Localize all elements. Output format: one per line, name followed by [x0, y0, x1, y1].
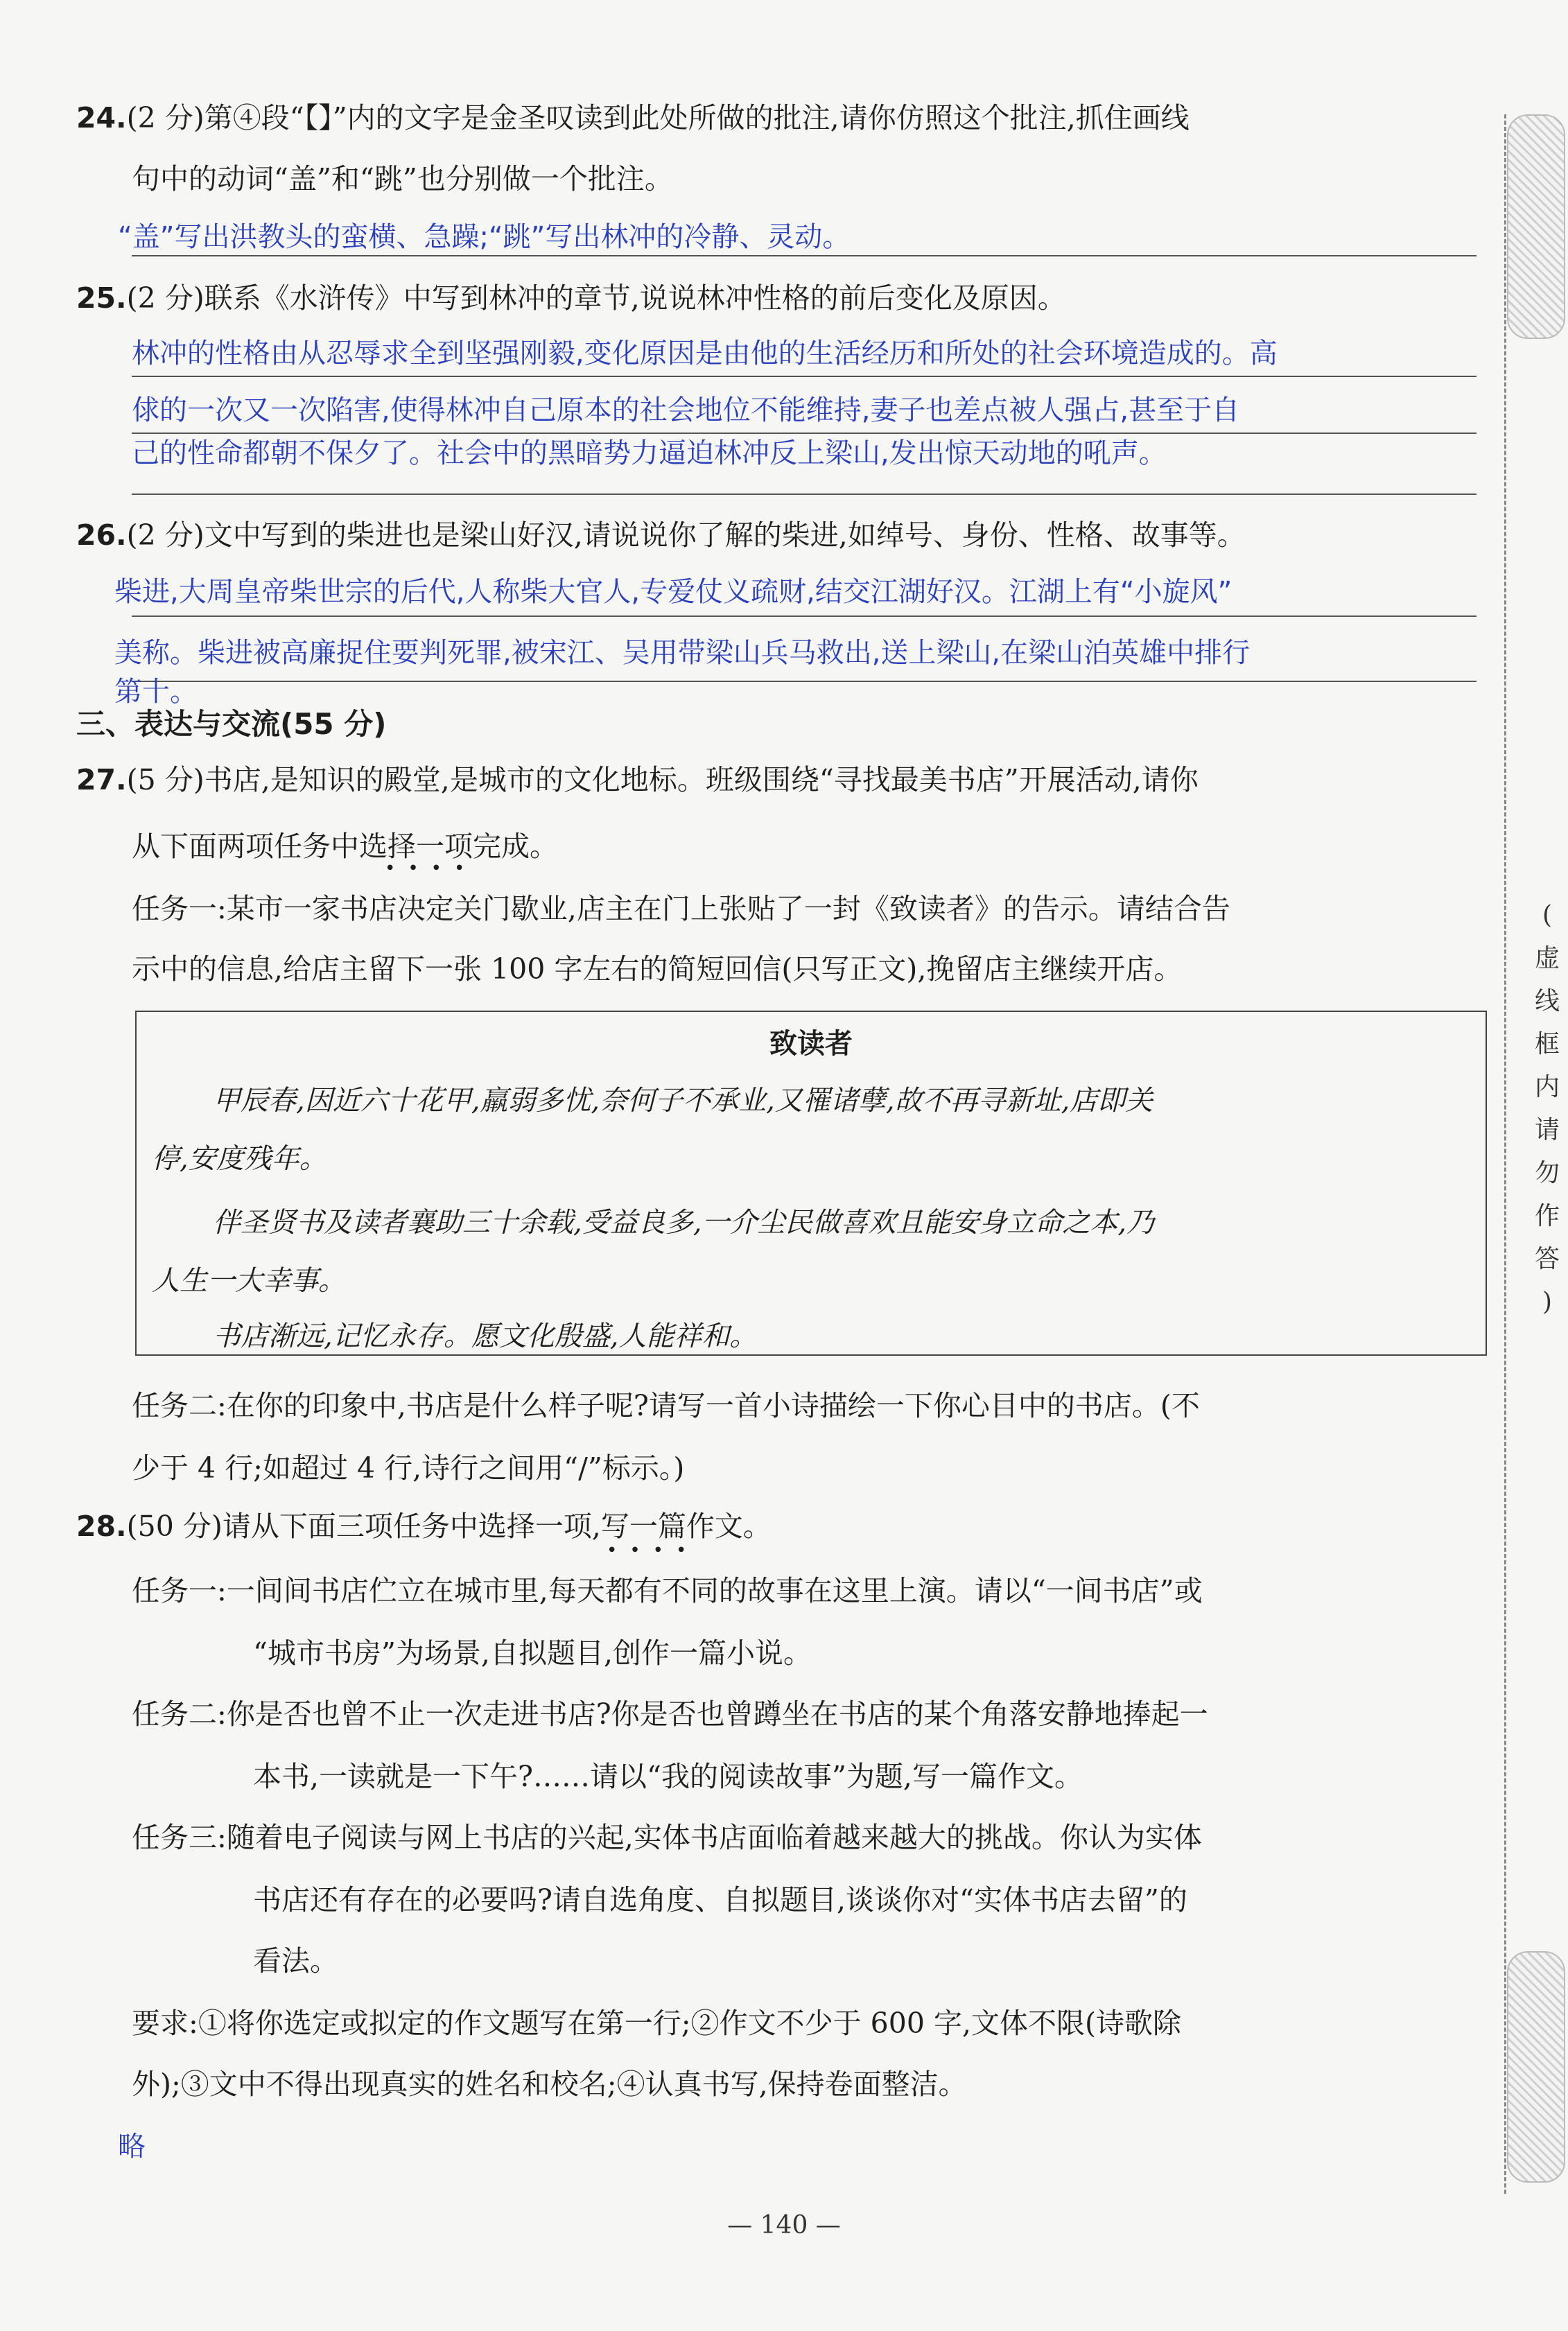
notice-box: [135, 1011, 1487, 1356]
answer-line: [132, 255, 1476, 256]
question-text: (2 分)文中写到的柴进也是梁山好汉,请说说你了解的柴进,如绰号、身份、性格、故事等。: [126, 518, 1246, 552]
question-number: 28.: [76, 1510, 127, 1543]
question-text: (50 分)请从下面三项任务中选择一项,写一篇作文。: [126, 1510, 772, 1543]
task-text: 本书,一读就是一下午?……请以“我的阅读故事”为题,写一篇作文。: [253, 1760, 1083, 1793]
question-25: [76, 277, 1476, 319]
answer-line: [132, 616, 1476, 617]
section-heading: 三、表达与交流(55 分): [76, 707, 387, 741]
question-27: [76, 759, 1476, 801]
handwritten-answer: 略: [118, 2131, 146, 2163]
notice-paragraph: 书店渐远,记忆永存。愿文化殷盛,人能祥和。: [213, 1320, 758, 1352]
margin-note: ( 虚 线 框 内 请 勿 作 答 ): [1534, 901, 1560, 1316]
task-text: 任务一:某市一家书店决定关门歇业,店主在门上张贴了一封《致读者》的告示。请结合告: [132, 892, 1230, 925]
answer-line: [132, 376, 1476, 377]
emphasis-dots: ••••: [385, 858, 478, 879]
task-text: “城市书房”为场景,自拟题目,创作一篇小说。: [253, 1636, 812, 1670]
answer-line: [132, 494, 1476, 495]
task-text: 任务一:一间间书店伫立在城市里,每天都有不同的故事在这里上演。请以“一间书店”或: [132, 1574, 1203, 1607]
question-number: 27.: [76, 763, 127, 796]
question-number: 25.: [76, 281, 127, 315]
handwritten-answer: “盖”写出洪教头的蛮横、急躁;“跳”写出林冲的冷静、灵动。: [118, 221, 851, 253]
task-text: 任务二:你是否也曾不止一次走进书店?你是否也曾蹲坐在书店的某个角落安静地捧起一: [132, 1697, 1208, 1731]
task-text: 看法。: [253, 1944, 338, 1978]
requirements-text: 外);③文中不得出现真实的姓名和校名;④认真书写,保持卷面整洁。: [132, 2068, 967, 2101]
notice-paragraph: 停,安度残年。: [152, 1143, 327, 1175]
question-text: 句中的动词“盖”和“跳”也分别做一个批注。: [132, 162, 673, 195]
question-text: 从下面两项任务中选择一项完成。: [132, 830, 558, 863]
requirements-text: 要求:①将你选定或拟定的作文题写在第一行;②作文不少于 600 字,文体不限(诗歌除: [132, 2007, 1181, 2040]
question-number: 24.: [76, 101, 127, 134]
handwritten-answer: 己的性命都朝不保夕了。社会中的黑暗势力逼迫林冲反上梁山,发出惊天动地的吼声。: [132, 437, 1167, 469]
question-text: (2 分)第④段“【】”内的文字是金圣叹读到此处所做的批注,请你仿照这个批注,抓住画线: [126, 101, 1190, 134]
handwritten-answer: 柴进,大周皇帝柴世宗的后代,人称柴大官人,专爱仗义疏财,结交江湖好汉。江湖上有“小旋风”: [114, 576, 1232, 608]
notice-paragraph: 伴圣贤书及读者襄助三十余载,受益良多,一介尘民做喜欢且能安身立命之本,乃: [213, 1207, 1155, 1239]
question-text: (5 分)书店,是知识的殿堂,是城市的文化地标。班级围绕“寻找最美书店”开展活动,请你: [126, 763, 1199, 796]
notice-title: 致读者: [769, 1028, 853, 1060]
task-text: 示中的信息,给店主留下一张 100 字左右的简短回信(只写正文),挽留店主继续开店。: [132, 952, 1183, 986]
task-text: 少于 4 行;如超过 4 行,诗行之间用“/”标示。): [132, 1451, 685, 1485]
answer-line: [132, 681, 1476, 682]
notice-paragraph: 人生一大幸事。: [152, 1265, 346, 1297]
question-24: [76, 97, 1476, 139]
task-text: 任务二:在你的印象中,书店是什么样子呢?请写一首小诗描绘一下你心目中的书店。(不: [132, 1389, 1200, 1422]
handwritten-answer: 第十。: [114, 676, 198, 708]
question-text: (2 分)联系《水浒传》中写到林冲的章节,说说林冲性格的前后变化及原因。: [126, 281, 1066, 315]
task-text: 书店还有存在的必要吗?请自选角度、自拟题目,谈谈你对“实体书店去留”的: [253, 1883, 1187, 1917]
cut-line: [1504, 114, 1506, 2194]
handwritten-answer: 俅的一次又一次陷害,使得林冲自己原本的社会地位不能维持,妻子也差点被人强占,甚至于自: [132, 394, 1240, 426]
page-number: — 140 —: [727, 2211, 841, 2240]
emphasis-dots: ••••: [607, 1540, 699, 1561]
hatched-band-bottom: [1507, 1951, 1565, 2183]
question-number: 26.: [76, 518, 127, 552]
question-28: [76, 1505, 1476, 1547]
task-text: 任务三:随着电子阅读与网上书店的兴起,实体书店面临着越来越大的挑战。你认为实体: [132, 1821, 1202, 1854]
hatched-band-top: [1507, 114, 1565, 339]
notice-paragraph: 甲辰春,因近六十花甲,羸弱多忧,奈何子不承业,又罹诸孽,故不再寻新址,店即关: [213, 1085, 1153, 1117]
question-26: [76, 514, 1476, 556]
handwritten-answer: 林冲的性格由从忍辱求全到坚强刚毅,变化原因是由他的生活经历和所处的社会环境造成的。高: [132, 338, 1278, 369]
handwritten-answer: 美称。柴进被高廉捉住要判死罪,被宋江、吴用带梁山兵马救出,送上梁山,在梁山泊英雄中排行: [114, 637, 1251, 669]
